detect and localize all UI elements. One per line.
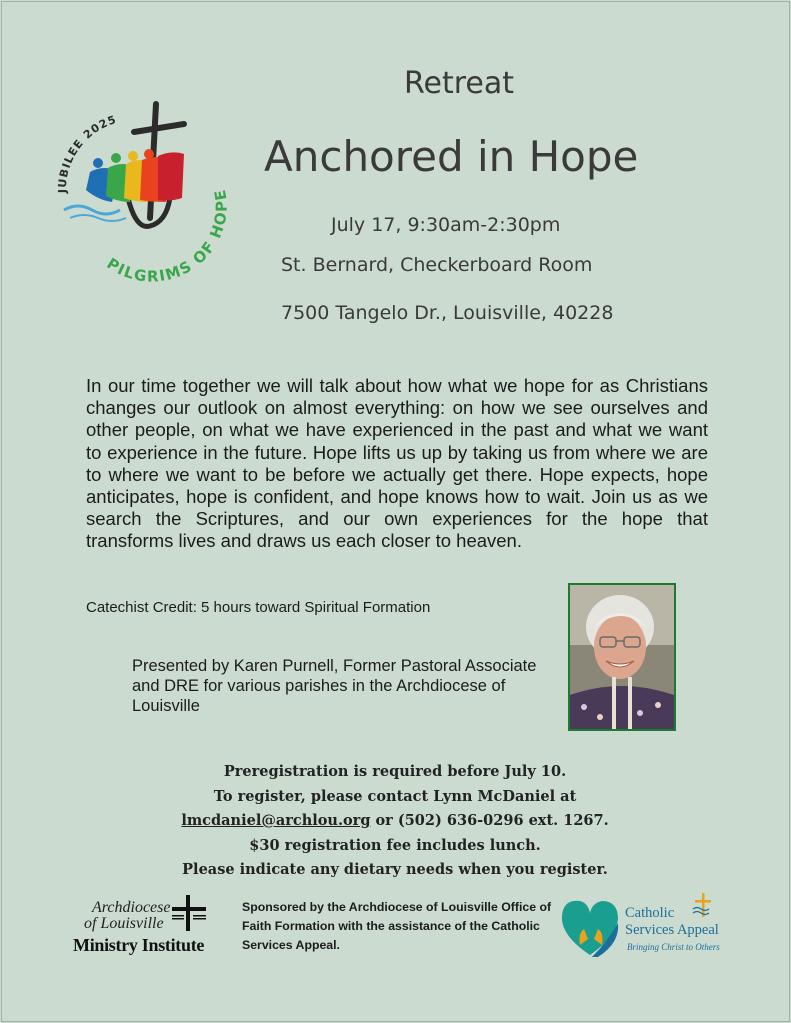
presenter-photo	[568, 583, 676, 731]
csa-line-catholic: Catholic	[625, 905, 675, 921]
event-address: 7500 Tangelo Dr., Louisville, 40228	[281, 302, 614, 324]
mi-line-archdiocese: Archdiocese	[92, 899, 171, 916]
csa-line-services-appeal: Services Appeal	[625, 922, 719, 938]
registration-info	[160, 760, 630, 883]
sponsor-text: Sponsored by the Archdiocese of Louisville Office of Faith Formation with the assistance of the Catholic Services Appeal.	[242, 900, 552, 952]
contact-email-link[interactable]: lmcdaniel@archlou.org	[181, 812, 371, 829]
jubilee-arc-text: JUBILEE 2025	[55, 112, 119, 194]
registration-contact-details	[160, 809, 630, 834]
registration-contact: To register, please contact Lynn McDaniel at	[213, 787, 577, 805]
catholic-services-appeal-logo	[558, 893, 728, 963]
event-date: July 17, 9:30am-2:30pm	[331, 214, 561, 236]
csa-tagline: Bringing Christ to Others	[627, 942, 720, 952]
ministry-institute-logo	[72, 893, 232, 963]
registration-deadline: Preregistration is required before July 10.	[223, 763, 567, 780]
registration-fee: $30 registration fee includes lunch.	[249, 836, 541, 854]
jubilee-logo	[44, 98, 234, 288]
cross-waves-icon	[692, 893, 714, 919]
cross-icon	[170, 893, 210, 933]
contact-phone: or (502) 636-0296 ext. 1267.	[370, 812, 609, 829]
event-title: Anchored in Hope	[264, 132, 639, 181]
mi-line-louisville: of Louisville	[84, 915, 164, 932]
dietary-note: Please indicate any dietary needs when you register.	[182, 861, 608, 878]
mi-line-ministry-institute: Ministry Institute	[73, 935, 205, 955]
event-location: St. Bernard, Checkerboard Room	[281, 254, 593, 276]
presenter-info: Presented by Karen Purnell, Former Pastoral Associate and DRE for various parishes in the Archdiocese of Louisville	[132, 657, 537, 715]
event-description: In our time together we will talk about how what we hope for as Christians changes our outlook on almost everything: on how we see ourselves and other people, on what we have experienced in the past and what we want to experience in the future. Hope lifts us up by taking us from where we are to where we want to be before we actually get there. Hope expects, hope anticipates, hope is confident, and hope knows how to wait. Join us as we search the Scriptures, and our own experiences for the hope that transforms lives and draws us each closer to heaven.	[86, 375, 708, 552]
heart-hands-icon	[558, 895, 624, 961]
retreat-label: Retreat	[404, 66, 514, 101]
pilgrims-arc-text: PILGRIMS OF HOPE	[103, 187, 231, 286]
catechist-credit: Catechist Credit: 5 hours toward Spiritual Formation	[86, 599, 431, 616]
